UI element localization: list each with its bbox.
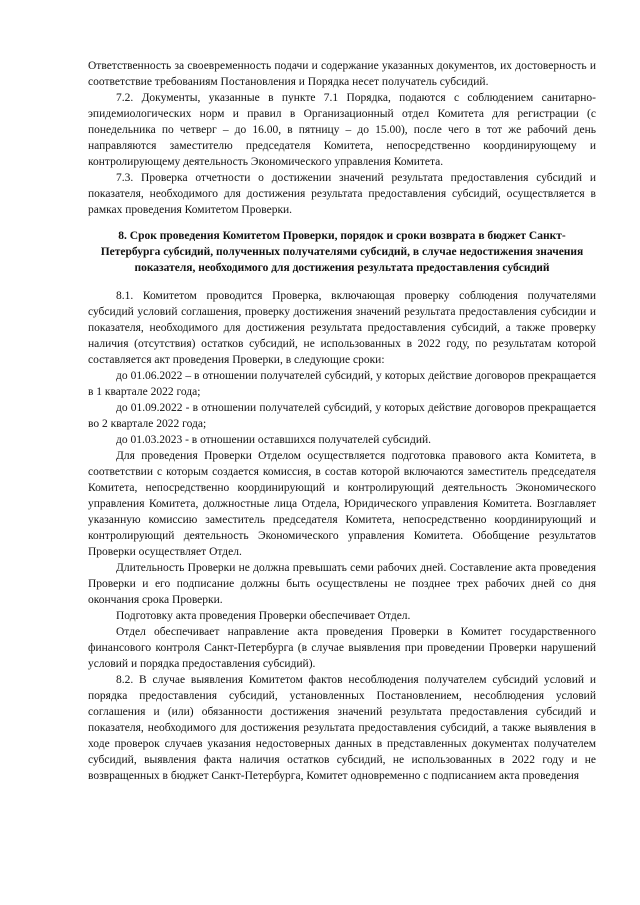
deadline-item-3: до 01.03.2023 - в отношении оставшихся получателей субсидий. [116, 434, 432, 446]
paragraph-8-1: 8.1. Комитетом проводится Проверка, включающая проверку соблюдения получателями субсидий условий соглашения, проверку достижения значений результата предоставления субсидии и показателя, необходимого для достижения результата предоставления субсидий, а также проверку наличия (отсутствия) остатков субсидий, не использованных в 2022 году, по результатам которой составляется акт проведения Проверки, в следующие сроки: [88, 290, 596, 366]
paragraph-act-sending: Отдел обеспечивает направление акта проведения Проверки в Комитет государственного финансового контроля Санкт-Петербурга (в случае выявления при проведении Проверки нарушений условий и порядка предоставления субсидий). [88, 626, 596, 670]
paragraph-responsibility: Ответственность за своевременность подачи и содержание указанных документов, их достоверность и соответствие требованиям Постановления и Порядка несет получатель субсидий. [88, 60, 596, 88]
deadline-item-1: до 01.06.2022 – в отношении получателей субсидий, у которых действие договоров прекращается в 1 квартале 2022 года; [88, 370, 596, 398]
section-8-heading: 8. Срок проведения Комитетом Проверки, порядок и сроки возврата в бюджет Санкт-Петербурга субсидий, полученных получателями субсидий, в случае недостижения значения показателя, необходимого для достижения результата предоставления субсидий [100, 230, 584, 274]
paragraph-duration: Длительность Проверки не должна превышать семи рабочих дней. Составление акта проведения Проверки и его подписание должны быть осуществлены не позднее трех рабочих дней со дня окончания срока Проверки. [88, 562, 596, 606]
paragraph-commission: Для проведения Проверки Отделом осуществляется подготовка правового акта Комитета, в соответствии с которым создается комиссия, в состав которой включаются заместитель председателя Комитета, непосредственно координирующий и контролирующий деятельность Экономического управления Комитета, должностные лица Отдела, Юридического управления Комитета. Возглавляет указанную комиссию заместитель председателя Комитета, непосредственно координирующий и контролирующий деятельность Экономического управления Комитета. Обобщение результатов Проверки осуществляет Отдел. [88, 450, 596, 558]
document-page [88, 58, 596, 784]
paragraph-8-2: 8.2. В случае выявления Комитетом фактов несоблюдения получателем субсидий условий и порядка предоставления субсидий, установленных Постановлением, несоблюдения условий соглашения и (или) обязанности достижения значений результата предоставления субсидий и показателя, необходимого для достижения результата предоставления субсидий, а также выявления в ходе проверок случаев указания недостоверных данных в представленных документах получателем субсидий, выявления факта наличия остатков субсидий, не использованных в 2022 году и не возвращенных в бюджет Санкт-Петербурга, Комитет одновременно с подписанием акта проведения [88, 674, 596, 782]
paragraph-7-2: 7.2. Документы, указанные в пункте 7.1 Порядка, подаются с соблюдением санитарно-эпидемиологических норм и правил в Организационный отдел Комитета для регистрации (с понедельника по четверг – до 16.00, в пятницу – до 15.00), после чего в тот же рабочий день направляются заместителю председателя Комитета, непосредственно координирующему и контролирующему деятельность Экономического управления Комитета. [88, 92, 596, 168]
deadline-item-2: до 01.09.2022 - в отношении получателей субсидий, у которых действие договоров прекращается во 2 квартале 2022 года; [88, 402, 596, 430]
paragraph-7-3: 7.3. Проверка отчетности о достижении значений результата предоставления субсидий и показателя, необходимого для достижения результата предоставления субсидий, осуществляется в рамках проведения Комитетом Проверки. [88, 172, 596, 216]
paragraph-act-preparation: Подготовку акта проведения Проверки обеспечивает Отдел. [116, 610, 411, 622]
